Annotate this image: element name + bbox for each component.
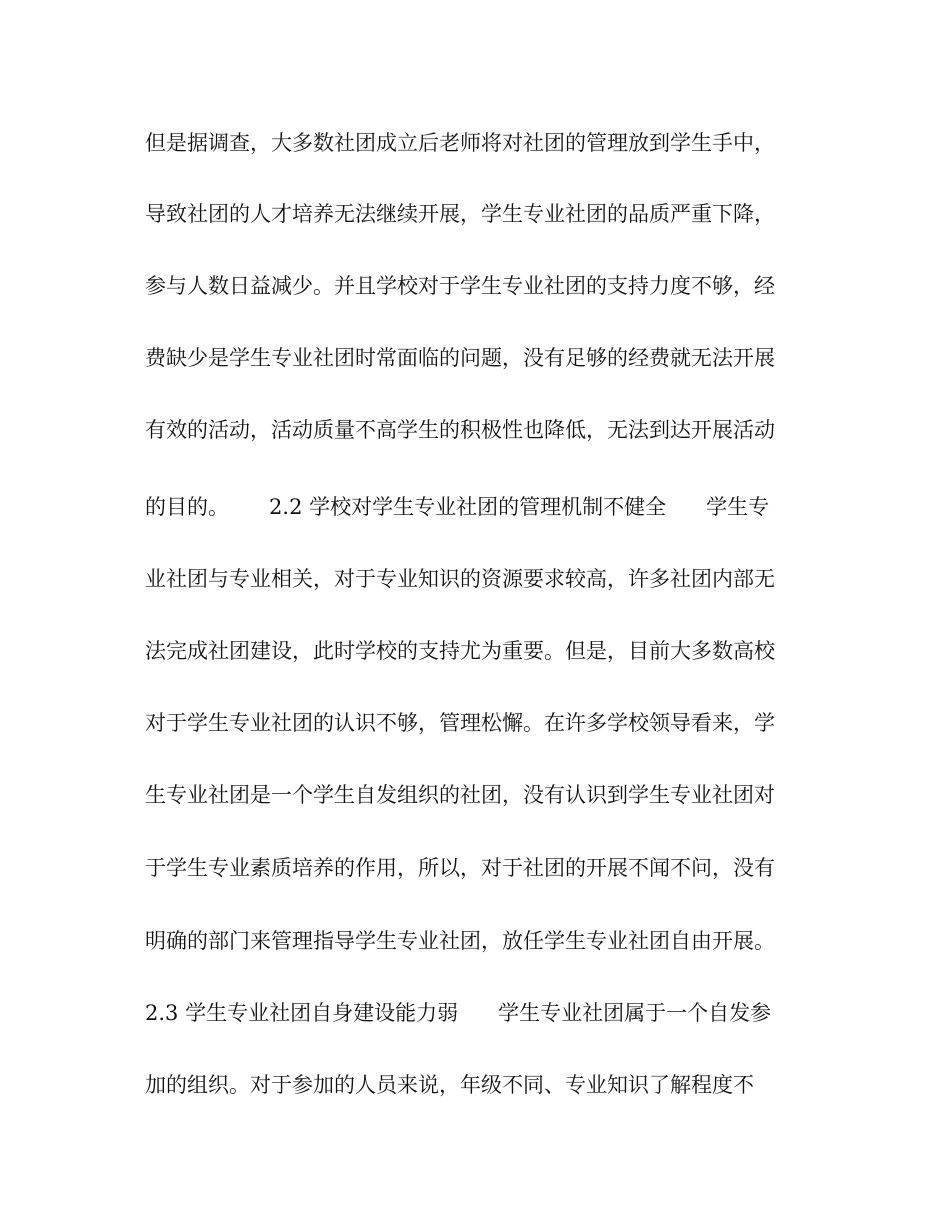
text-line-7: 业社团与专业相关，对于专业知识的资源要求较高，许多社团内部无 bbox=[145, 567, 775, 591]
text-line-11: 于学生专业素质培养的作用，所以，对于社团的开展不闻不问，没有 bbox=[145, 856, 775, 880]
text-line-1: 但是据调查，大多数社团成立后老师将对社团的管理放到学生手中， bbox=[145, 131, 775, 155]
text-line-2: 导致社团的人才培养无法继续开展，学生专业社团的品质严重下降， bbox=[145, 202, 775, 226]
text-line-9: 对于学生专业社团的认识不够，管理松懈。在许多学校领导看来，学 bbox=[145, 711, 775, 735]
text-line-14: 加的组织。对于参加的人员来说，年级不同、专业知识了解程度不 bbox=[145, 1073, 754, 1097]
text-line-4: 费缺少是学生专业社团时常面临的问题，没有足够的经费就无法开展 bbox=[145, 346, 775, 370]
text-line-5: 有效的活动，活动质量不高学生的积极性也降低，无法到达开展活动 bbox=[145, 418, 775, 442]
text-line-8: 法完成社团建设，此时学校的支持尤为重要。但是，目前大多数高校 bbox=[145, 639, 775, 663]
text-line-12: 明确的部门来管理指导学生专业社团，放任学生专业社团自由开展。 bbox=[145, 929, 775, 953]
text-line-10: 生专业社团是一个学生自发组织的社团，没有认识到学生专业社团对 bbox=[145, 783, 775, 807]
text-line-13: 2.3 学生专业社团自身建设能力弱 学生专业社团属于一个自发参 bbox=[145, 1001, 772, 1025]
text-line-6: 的目的。 2.2 学校对学生专业社团的管理机制不健全 学生专 bbox=[145, 495, 770, 519]
text-line-3: 参与人数日益减少。并且学校对于学生专业社团的支持力度不够，经 bbox=[145, 274, 775, 298]
